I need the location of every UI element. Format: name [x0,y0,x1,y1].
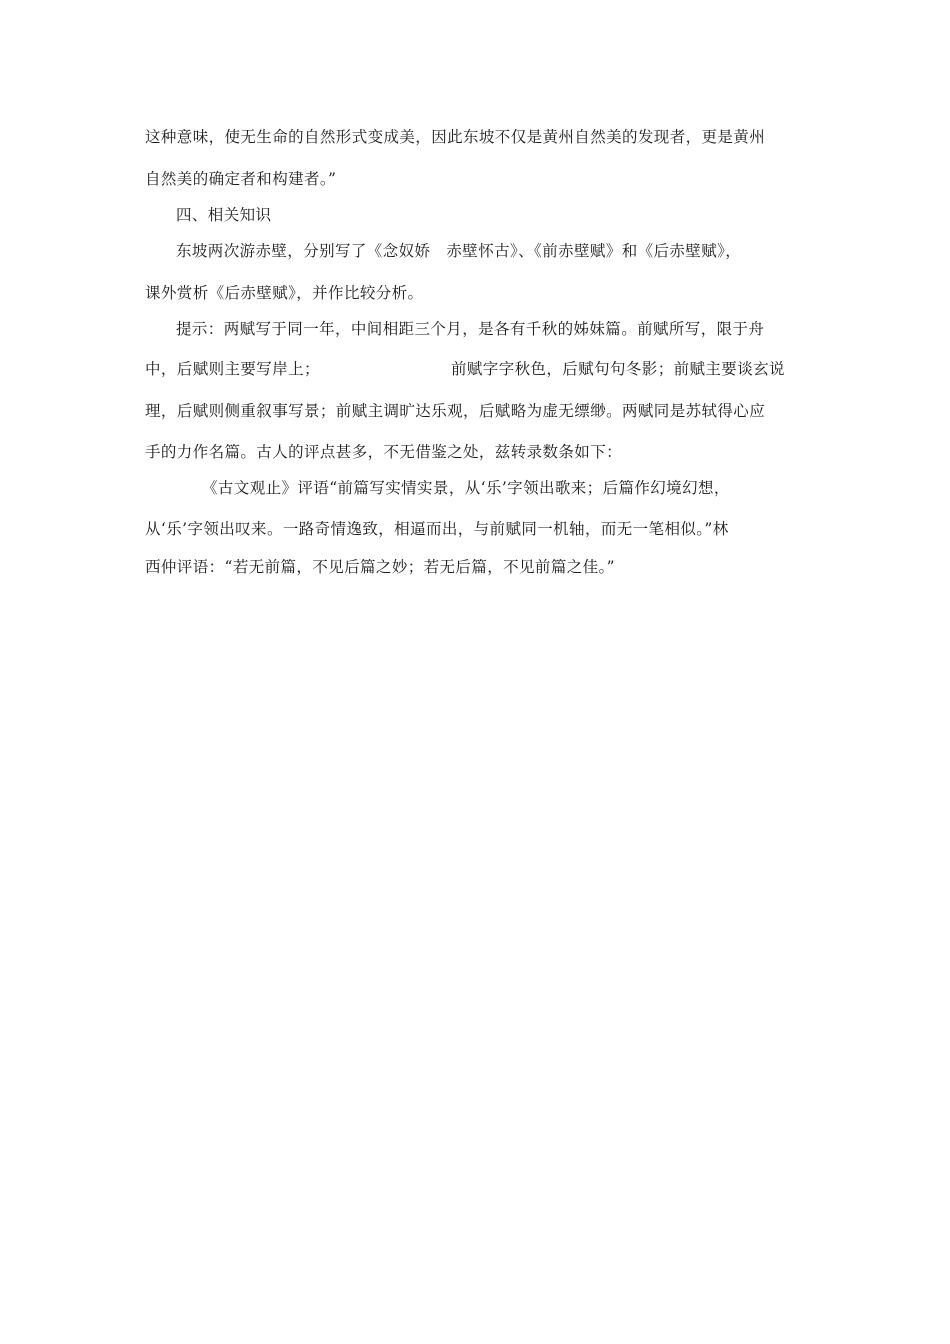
text-line: 赤壁怀古》、《前赤壁赋》和《后赤壁赋》， [446,242,742,260]
text-line: 《古文观止》评语“前篇写实情实景，从‘乐’字领出歌来；后篇作幻境幻想， [202,479,730,497]
heading-text: 四、相关知识 [176,206,272,224]
text-line: 理，后赋则侧重叙事写景；前赋主调旷达乐观，后赋略为虚无缥缈。两赋同是苏轼得心应 [145,402,766,420]
paragraph-line [145,127,807,147]
text-line: 这种意味，使无生命的自然形式变成美，因此东坡不仅是黄州自然美的发现者，更是黄州 [145,128,766,146]
text-line: 自然美的确定者和构建者。” [145,170,337,188]
text-line: 前赋字字秋色，后赋句句冬影；前赋主要谈玄说 [451,360,785,378]
text-line: 课外赏析《后赤壁赋》，并作比较分析。 [145,284,424,302]
paragraph-line [145,283,423,303]
paragraph-line [202,478,730,498]
text-line: 提示：两赋写于同一年，中间相距三个月，是各有千秋的姊妹篇。前赋所写，限于舟 [176,320,765,338]
text-line: 西仲评语：“若无前篇，不见后篇之妙；若无后篇，不见前篇之佳。” [145,558,616,576]
section-heading [176,205,271,225]
paragraph-line [145,359,320,379]
text-line: 东坡两次游赤壁，分别写了《念奴娇 [176,242,431,260]
paragraph-line [145,169,336,189]
paragraph-line [145,442,622,462]
paragraph-line [145,519,729,539]
text-line: 手的力作名篇。古人的评点甚多，不无借鉴之处，兹转录数条如下： [145,443,623,461]
paragraph-line [145,557,615,577]
paragraph-line [451,359,785,379]
text-line: 从‘乐’字领出叹来。一路奇情逸致，相逼而出，与前赋同一机轴，而无一笔相似。”林 [145,520,729,538]
paragraph-line [176,241,741,261]
paragraph-line [145,401,765,421]
text-line: 中，后赋则主要写岸上； [145,360,320,378]
paragraph-line [176,319,764,339]
